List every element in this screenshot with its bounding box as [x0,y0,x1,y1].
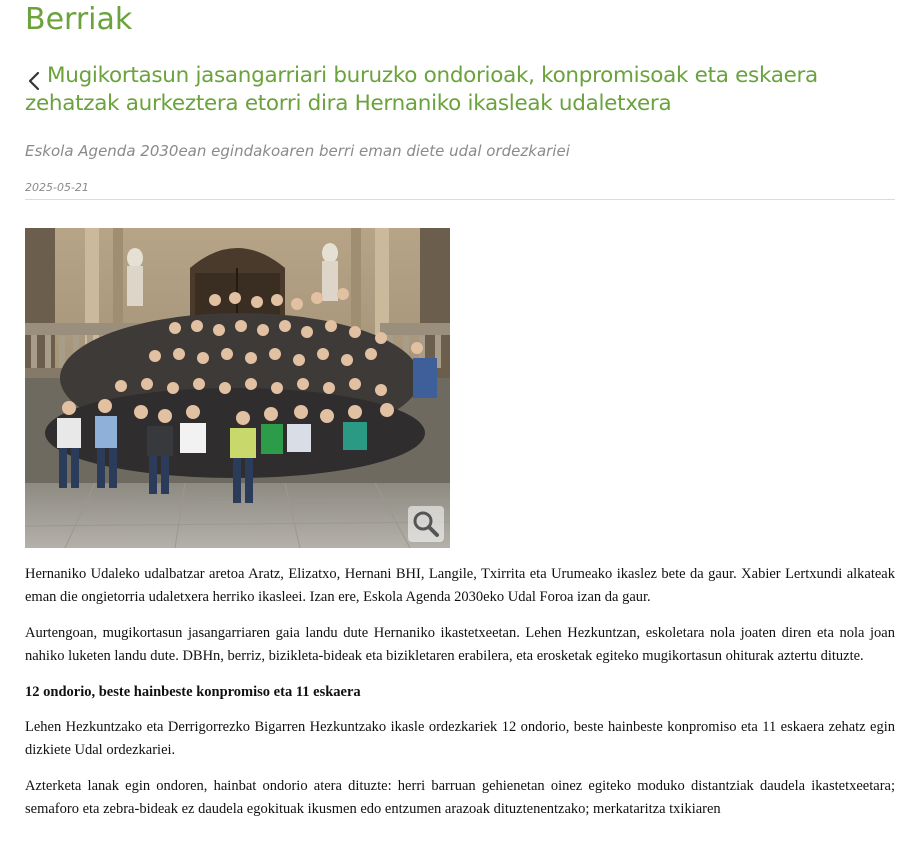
article-body [25,563,895,834]
article-photo[interactable] [25,228,450,548]
paragraph: Hernaniko Udaleko udalbatzar aretoa Aratz, Elizatxo, Hernani BHI, Langile, Txirrita eta Urumeako ikaslez bete da gaur. Xabier Lertxundi alkateak eman die ongietorria udaletxera herriko ikasleei. Izan ere, Eskola Agenda 2030eko Udal Foroa izan da gaur. [25,566,895,605]
headline-block [25,62,875,118]
paragraph: Aurtengoan, mugikortasun jasangarriaren gaia landu dute Hernaniko ikastetxeetan. Lehen Hezkuntzan, eskoletara nola joaten diren eta nola joan nahiko luketen landu dute. DBHn, berriz, bizikleta-bideak eta bizikletaren erabilera, eta erosketak egiteko mugikortasun ohiturak aztertu dituzte. [25,625,895,664]
chevron-left-icon [25,70,43,92]
paragraph: Azterketa lanak egin ondoren, hainbat ondorio atera dituzte: herri barruan gehienetan oinez egiteko moduko distantziak daudela ikastetxeetara; semaforo eta zebra-bideak ez daudela egokituak ikusmen edo entzumen arazoak dituztenentzako; merkataritza txikiaren [25,778,895,817]
article-date: 2025-05-21 [25,181,89,194]
group-photo [25,228,450,548]
article-headline [25,62,875,118]
section-title: Berriak [25,2,133,37]
headline-line-1: Mugikortasun jasangarriari buruzko ondorioak, konpromisoak eta eskaera [47,63,818,88]
paragraph: Lehen Hezkuntzako eta Derrigorrezko Bigarren Hezkuntzako ikasle ordezkariek 12 ondorio, beste hainbeste konpromiso eta 11 eskaera zehatz egin dizkiete Udal ordezkariei. [25,719,895,758]
divider [25,199,895,200]
back-link[interactable] [25,70,43,92]
headline-line-2: zehatzak aurkeztera etorri dira Hernaniko ikasleak udaletxera [25,91,672,116]
article-subtitle: Eskola Agenda 2030ean egindakoaren berri eman diete udal ordezkariei [25,142,570,160]
section-heading: 12 ondorio, beste hainbeste konpromiso eta 11 eskaera [25,684,361,700]
zoom-button[interactable] [408,506,444,542]
